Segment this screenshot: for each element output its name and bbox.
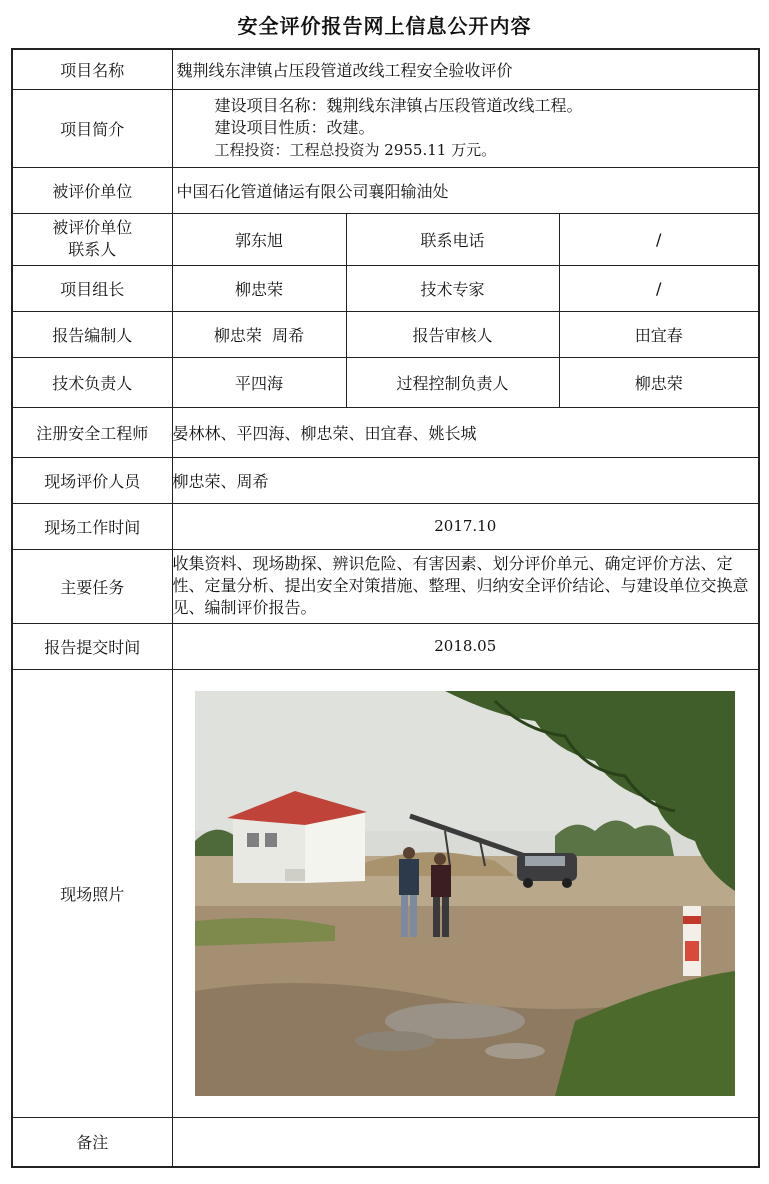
compiler-label: 报告编制人 (12, 311, 172, 357)
compiler-value: 柳忠荣 周希 (172, 311, 346, 357)
expert-value: / (559, 265, 759, 311)
info-table (11, 48, 760, 1168)
phone-label: 联系电话 (346, 213, 559, 265)
contact-label (12, 213, 172, 265)
tech-lead-value: 平四海 (172, 357, 346, 407)
row-compiler (12, 311, 759, 357)
project-intro-label: 项目简介 (12, 89, 172, 167)
row-tech-lead (12, 357, 759, 407)
leader-value: 柳忠荣 (172, 265, 346, 311)
row-tasks (12, 549, 759, 623)
photo-cell (172, 669, 759, 1117)
tasks-value: 收集资料、现场勘探、辨识危险、有害因素、划分评价单元、确定评价方法、定性、定量分析、提出安全对策措施、整理、归纳安全评价结论、与建设单位交换意见、编制评价报告。 (172, 549, 759, 623)
engineers-label: 注册安全工程师 (12, 407, 172, 457)
contact-label-line-2: 联系人 (68, 240, 117, 259)
intro-line-3: 工程投资：工程总投资为 2955.11 万元。 (214, 141, 497, 159)
intro-line-2: 建设项目性质：改建。 (214, 118, 375, 137)
row-submit-time (12, 623, 759, 669)
project-name-value: 魏荆线东津镇占压段管道改线工程安全验收评价 (172, 49, 759, 89)
row-leader (12, 265, 759, 311)
reviewer-value: 田宜春 (559, 311, 759, 357)
intro-line-1: 建设项目名称：魏荆线东津镇占压段管道改线工程。 (214, 96, 583, 115)
site-photo (195, 691, 735, 1096)
field-time-label: 现场工作时间 (12, 503, 172, 549)
row-project-intro (12, 89, 759, 167)
field-staff-label: 现场评价人员 (12, 457, 172, 503)
engineers-value: 晏林林、平四海、柳忠荣、田宜春、姚长城 (172, 407, 759, 457)
row-photo (12, 669, 759, 1117)
project-intro-value (172, 89, 759, 167)
remarks-label: 备注 (12, 1117, 172, 1167)
phone-value: / (559, 213, 759, 265)
submit-time-value: 2018.05 (172, 623, 759, 669)
field-staff-value: 柳忠荣、周希 (172, 457, 759, 503)
tasks-label: 主要任务 (12, 549, 172, 623)
row-field-time (12, 503, 759, 549)
leader-label: 项目组长 (12, 265, 172, 311)
row-field-staff (12, 457, 759, 503)
contact-value: 郭东旭 (172, 213, 346, 265)
expert-label: 技术专家 (346, 265, 559, 311)
submit-time-label: 报告提交时间 (12, 623, 172, 669)
contact-label-line-1: 被评价单位 (52, 218, 133, 237)
photo-label: 现场照片 (12, 669, 172, 1117)
tech-lead-label: 技术负责人 (12, 357, 172, 407)
process-label: 过程控制负责人 (346, 357, 559, 407)
row-remarks (12, 1117, 759, 1167)
evaluated-unit-label: 被评价单位 (12, 167, 172, 213)
remarks-value (172, 1117, 759, 1167)
row-contact (12, 213, 759, 265)
row-engineers (12, 407, 759, 457)
page-title: 安全评价报告网上信息公开内容 (237, 14, 532, 38)
row-evaluated-unit (12, 167, 759, 213)
site-photo-image (195, 691, 735, 1096)
evaluated-unit-value: 中国石化管道储运有限公司襄阳输油处 (172, 167, 759, 213)
project-name-label: 项目名称 (12, 49, 172, 89)
reviewer-label: 报告审核人 (346, 311, 559, 357)
process-value: 柳忠荣 (559, 357, 759, 407)
row-project-name (12, 49, 759, 89)
field-time-value: 2017.10 (172, 503, 759, 549)
